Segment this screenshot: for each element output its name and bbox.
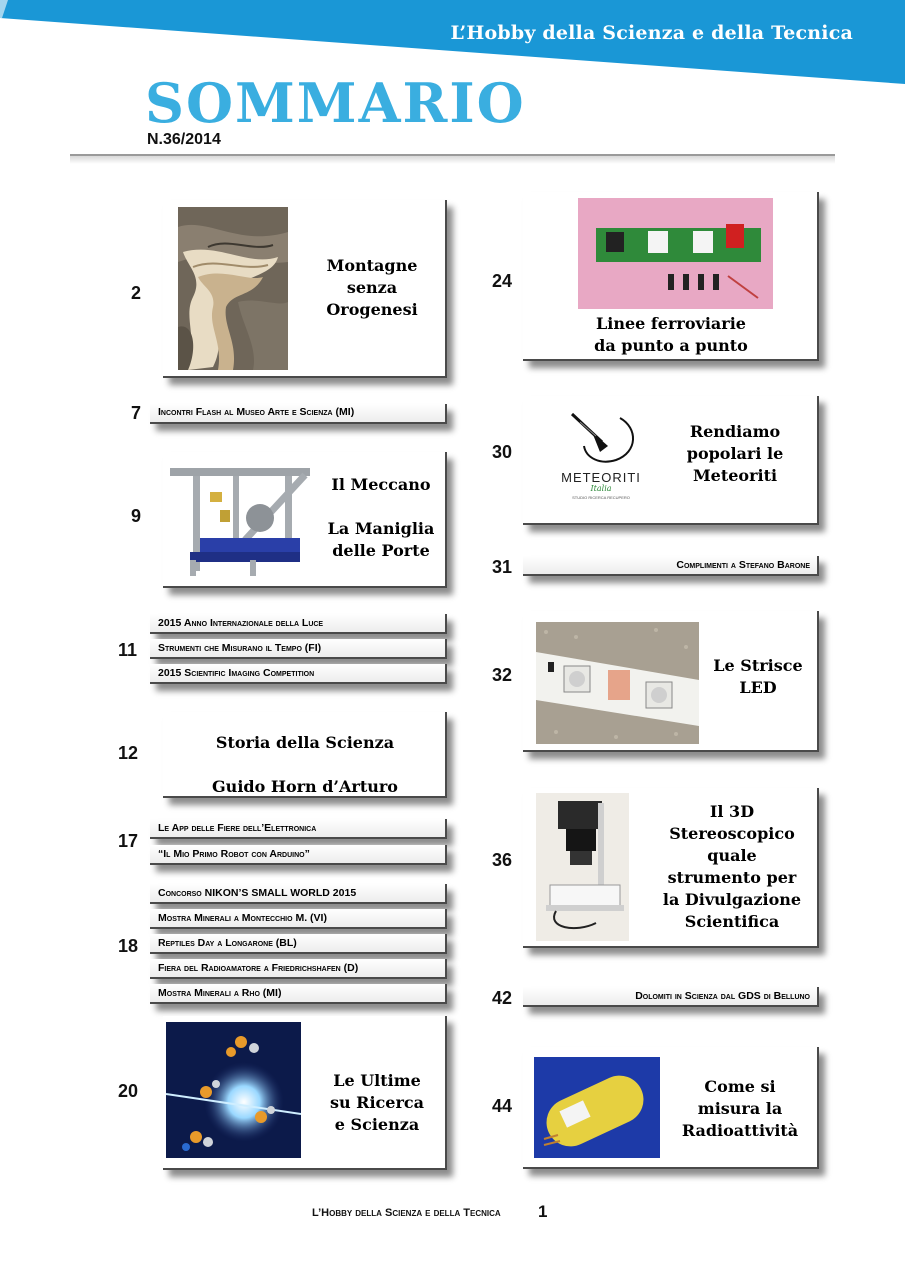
article-title: Montagne senza Orogenesi [326, 256, 418, 319]
article-title: Il 3D Stereoscopico quale strumento per la Divulgazione Scientifica [662, 802, 802, 931]
page-number-2: 2 [131, 283, 142, 303]
page-number-12: 12 [118, 743, 139, 763]
page-number-17: 17 [118, 831, 139, 851]
header-title: L’Hobby della Scienza e della Tecnica [450, 22, 853, 44]
article-title: Dolomiti in Scienza dal GDS di Belluno [635, 990, 810, 1002]
article-title: Come si misura la Radioattività [681, 1077, 799, 1140]
page-number-44: 44 [492, 1096, 513, 1116]
article-title: Il Meccano La Maniglia delle Porte [327, 475, 435, 560]
issue-number: N.36/2014 [147, 131, 221, 148]
article-title: Le App delle Fiere dell’Elettronica [158, 822, 317, 834]
page-number-20: 20 [118, 1081, 139, 1101]
article-title: Reptiles Day a Longarone (BL) [158, 937, 297, 949]
page-number-18: 18 [118, 936, 139, 956]
article-title: Linee ferroviarie da punto a punto [594, 314, 748, 355]
meteoriti-logo: METEORITI Italia STUDIO RICERCA RECUPERO [550, 410, 650, 505]
article-title: Storia della Scienza Guido Horn d’Arturo [212, 733, 398, 796]
article-title: Rendiamo popolari le Meteoriti [686, 422, 784, 485]
article-title: Concorso NIKON’S SMALL WORLD 2015 [158, 887, 357, 899]
led-strip-photo [536, 622, 699, 744]
article-title: Strumenti che Misurano il Tempo (FI) [158, 642, 322, 654]
article-title: Fiera del Radioamatore a Friedrichshafen (D) [158, 962, 359, 974]
page-number-7: 7 [131, 403, 142, 423]
page-number-9: 9 [131, 506, 142, 526]
article-title: 2015 Scientific Imaging Competition [158, 667, 315, 679]
article-title: Mostra Minerali a Montecchio M. (VI) [158, 912, 327, 924]
footer-title: L’Hobby della Scienza e della Tecnica [312, 1207, 501, 1219]
magazine-section-title: SOMMARIO [145, 71, 526, 135]
stereo-microscope-photo [536, 793, 629, 941]
footer-page-number: 1 [538, 1202, 548, 1221]
page-number-42: 42 [492, 988, 513, 1008]
article-title: 2015 Anno Internazionale della Luce [158, 617, 324, 629]
rock-photo [178, 207, 288, 370]
article-title: Le Strisce LED [713, 656, 803, 697]
article-title: “Il Mio Primo Robot con Arduino” [158, 848, 310, 860]
article-title: Incontri Flash al Museo Arte e Scienza (MI) [158, 406, 355, 418]
article-title: Le Ultime su Ricerca e Scienza [329, 1071, 425, 1134]
page-number-30: 30 [492, 442, 513, 462]
meccano-model-photo [165, 460, 315, 580]
article-title: Mostra Minerali a Rho (MI) [158, 987, 282, 999]
article-title: Complimenti a Stefano Barone [676, 559, 810, 571]
page-number-36: 36 [492, 850, 513, 870]
circuit-board-photo [578, 198, 773, 309]
molecule-photo [166, 1022, 301, 1158]
page-number-24: 24 [492, 271, 513, 291]
page-number-31: 31 [492, 557, 513, 577]
page-number-11: 11 [118, 640, 138, 660]
meteor-icon [550, 410, 650, 472]
radiation-detector-photo [534, 1057, 660, 1158]
page-number-32: 32 [492, 665, 513, 685]
